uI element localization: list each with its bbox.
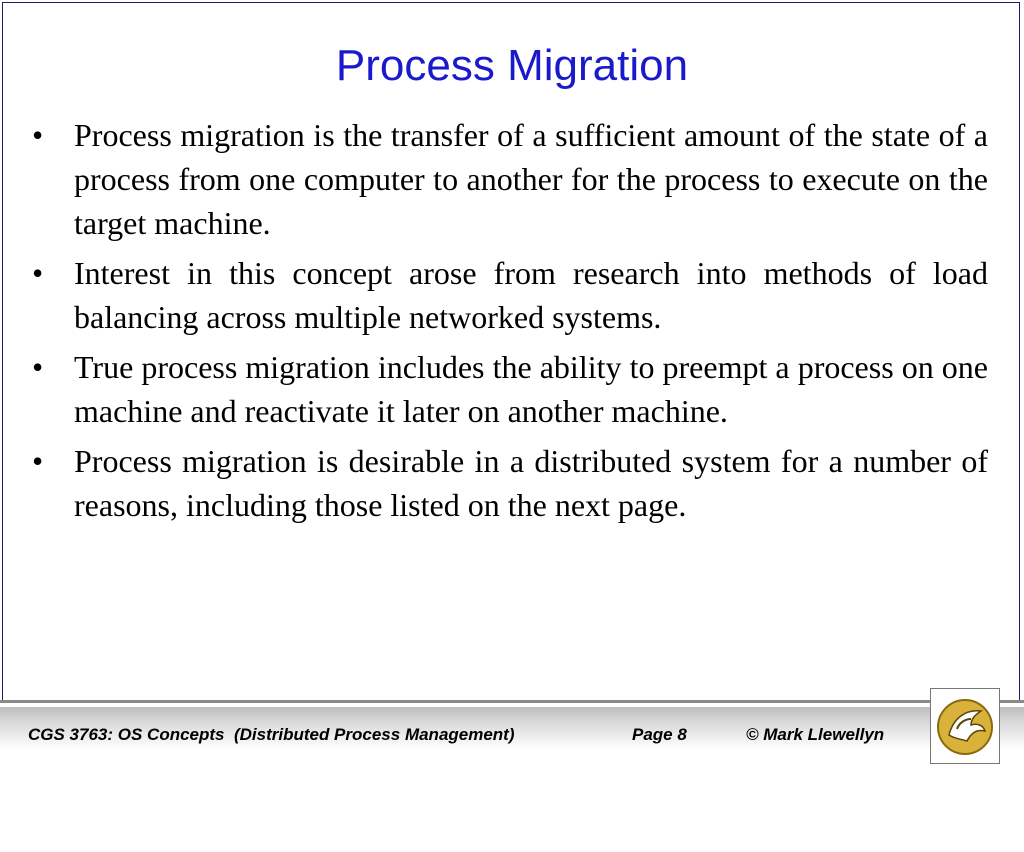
- footer-course: CGS 3763: OS Concepts (Distributed Process Management): [28, 725, 515, 744]
- slide-title: Process Migration: [335, 41, 689, 90]
- bullet-text: Interest in this concept arose from research into methods of load balancing across multiple networked systems.: [74, 255, 988, 335]
- footer-bar: [0, 700, 1024, 768]
- bullet-item: [32, 345, 988, 433]
- bullet-marker: •: [32, 443, 44, 479]
- footer-copyright: © Mark Llewellyn: [746, 725, 885, 744]
- bullet-item: [32, 251, 988, 339]
- bullet-item: [32, 113, 988, 245]
- bullet-text: Process migration is desirable in a distributed system for a number of reasons, including those listed on the next page.: [74, 443, 988, 523]
- bullet-marker: •: [32, 255, 44, 291]
- bullet-item: [32, 439, 988, 527]
- bullet-text: True process migration includes the ability to preempt a process on one machine and reactivate it later on another machine.: [74, 349, 988, 429]
- bullet-text: Process migration is the transfer of a sufficient amount of the state of a process from one computer to another for the process to execute on the target machine.: [74, 117, 988, 241]
- bullet-marker: •: [32, 349, 44, 385]
- logo: [930, 688, 1000, 764]
- bullet-marker: •: [32, 117, 44, 153]
- bullet-list: [32, 113, 988, 533]
- footer-text: [18, 722, 918, 748]
- pegasus-logo-icon: [931, 689, 999, 763]
- footer-page-number: Page 8: [632, 725, 687, 744]
